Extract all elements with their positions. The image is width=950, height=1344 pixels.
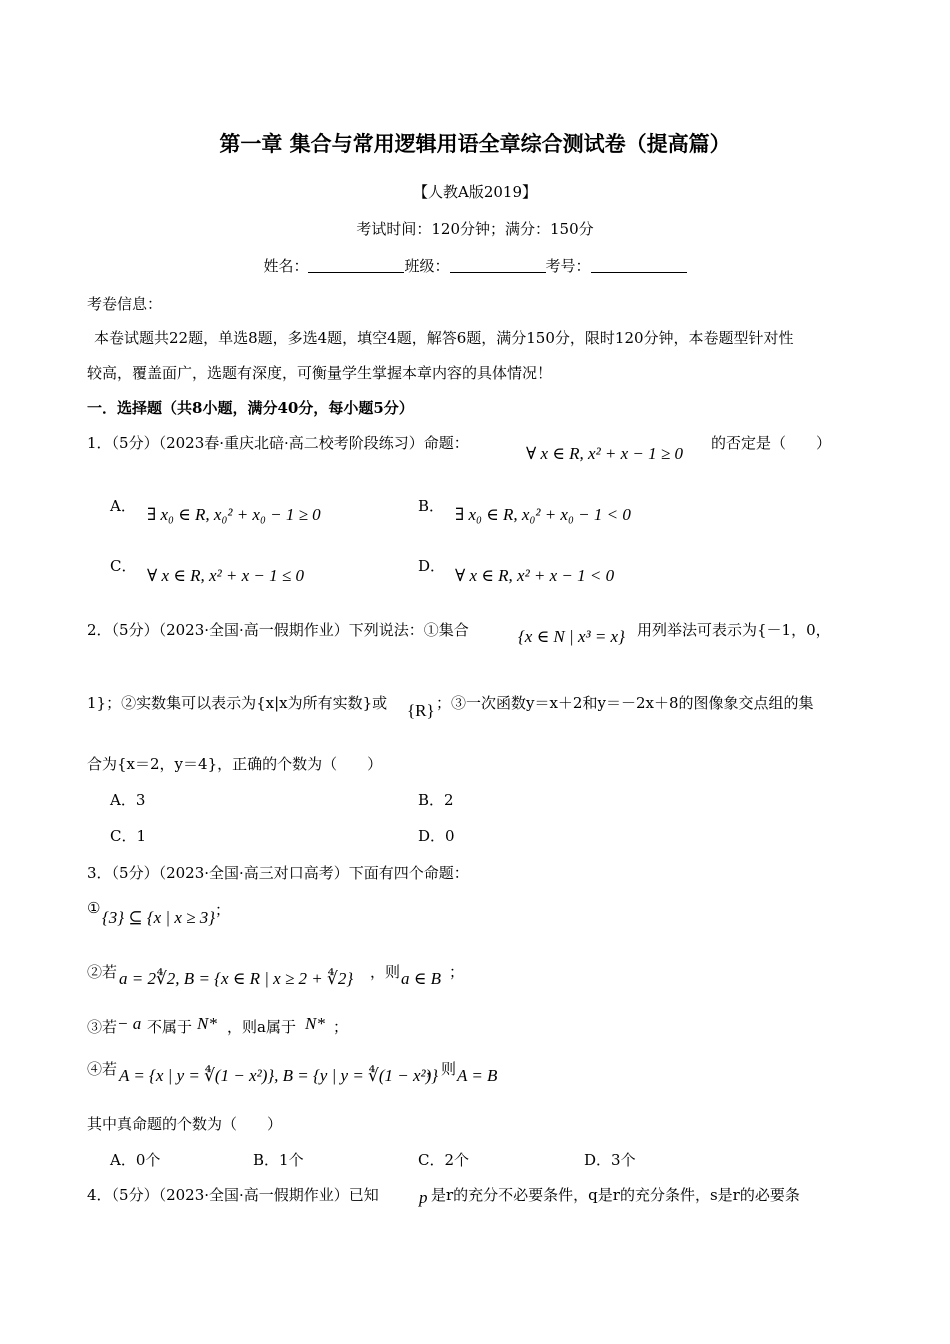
section1-heading: 一．选择题（共8小题，满分40分，每小题5分） [87, 399, 414, 417]
q2-line1-post: 用列举法可表示为{－1，0， [637, 621, 831, 639]
q4-p: p [419, 1188, 428, 1207]
q3-opt-c: C．2个 [418, 1151, 470, 1169]
exam-info: 考试时间：120分钟；满分：150分 [356, 220, 594, 238]
intro-label: 考卷信息： [87, 295, 163, 313]
id-label: 考号： [545, 257, 591, 275]
q1-opt-a: ∃ x₀ ∈ R, x₀² + x₀ − 1 ≥ 0 [147, 505, 321, 524]
q2-opt-c: C．1 [110, 827, 147, 845]
class-label: 班级： [404, 257, 450, 275]
q3-opt-b: B．1个 [253, 1151, 304, 1169]
q3-p4-mid: ，则 [426, 1060, 457, 1078]
q1-stem-pre: 1．（5分）（2023春·重庆北碚·高二校考阶段练习）命题： [87, 434, 469, 452]
q3-question: 其中真命题的个数为（ ） [87, 1115, 283, 1133]
q1-opt-c-label: C． [110, 557, 137, 575]
q2-set-math: {x ∈ N | x³ = x} [518, 627, 625, 646]
q2-line2-post: ；③一次函数y＝x＋2和y＝－2x＋8的图像象交点组的集 [436, 694, 814, 712]
q2-line2-pre: 1}；②实数集可以表示为{x|x为所有实数}或 [87, 694, 388, 712]
q2-line3: 合为{x＝2，y＝4}，正确的个数为（ ） [87, 755, 383, 773]
q3-p2-mark: ②若 [87, 963, 118, 981]
q1-opt-d: ∀ x ∈ R, x² + x − 1 < 0 [455, 566, 615, 585]
q3-p3-math1: − a [117, 1014, 142, 1033]
q3-p1-math: {3} ⊆ {x | x ≥ 3} [102, 908, 216, 927]
q3-p3-math2: N* [197, 1014, 217, 1033]
q3-p4-math: A = {x | y = ∜(1 − x²)}, B = {y | y = ∜(1 − x²)} [119, 1066, 439, 1085]
q3-p3-mid1: 不属于 [147, 1018, 193, 1036]
class-blank[interactable] [450, 258, 546, 273]
q3-p1-mark: ① [87, 899, 101, 917]
q1-opt-c: ∀ x ∈ R, x² + x − 1 ≤ 0 [147, 566, 304, 585]
q1-opt-d-label: D． [418, 557, 446, 575]
edition-label: 【人教A版2019】 [412, 183, 537, 201]
q4-pre: 4．（5分）（2023·全国·高一假期作业）已知 [87, 1186, 379, 1204]
q2-set-r: {R} [407, 701, 435, 720]
name-blank[interactable] [308, 258, 404, 273]
q3-p2-math: a = 2∜2, B = {x ∈ R | x ≥ 2 + ∜2} [119, 969, 354, 988]
q3-p3-math3: N* [305, 1014, 325, 1033]
q3-p3-mid2: ，则a属于 [227, 1018, 296, 1036]
q3-p1-end: ； [215, 901, 231, 919]
name-label: 姓名： [263, 257, 309, 275]
q3-p3-pre: ③若 [87, 1018, 118, 1036]
q3-p4-math2: A = B [457, 1066, 498, 1085]
intro-line1: 本卷试题共22题，单选8题，多选4题，填空4题，解答6题，满分150分，限时120分钟，本卷题型针对性 [94, 329, 794, 347]
q1-math-stem: ∀ x ∈ R, x² + x − 1 ≥ 0 [526, 444, 683, 463]
q3-opt-a: A．0个 [110, 1151, 161, 1169]
q2-opt-a: A．3 [110, 791, 146, 809]
q3-p3-end: ； [333, 1018, 349, 1036]
q1-opt-a-label: A． [110, 497, 136, 515]
student-info-row [0, 255, 950, 276]
q3-p2-end: ； [449, 963, 465, 981]
q2-line1-pre: 2．（5分）（2023·全国·高一假期作业）下列说法：①集合 [87, 621, 469, 639]
q1-opt-b: ∃ x₀ ∈ R, x₀² + x₀ − 1 < 0 [455, 505, 631, 524]
q1-opt-b-label: B． [418, 497, 445, 515]
intro-line2: 较高，覆盖面广，选题有深度，可衡量学生掌握本章内容的具体情况！ [87, 364, 553, 382]
q2-opt-b: B．2 [418, 791, 454, 809]
q3-p2-mid: ，则 [370, 963, 401, 981]
q1-stem-post: 的否定是（ ） [711, 434, 832, 452]
id-blank[interactable] [591, 258, 687, 273]
q3-p2-math2: a ∈ B [401, 969, 441, 988]
q3-stem: 3．（5分）（2023·全国·高三对口高考）下面有四个命题： [87, 864, 469, 882]
q2-opt-d: D．0 [418, 827, 455, 845]
q3-opt-d: D．3个 [584, 1151, 636, 1169]
q3-p4-mark: ④若 [87, 1060, 118, 1078]
page-title: 第一章 集合与常用逻辑用语全章综合测试卷（提高篇） [219, 131, 731, 156]
q4-post: 是r的充分不必要条件，q是r的充分条件，s是r的必要条 [431, 1186, 800, 1204]
